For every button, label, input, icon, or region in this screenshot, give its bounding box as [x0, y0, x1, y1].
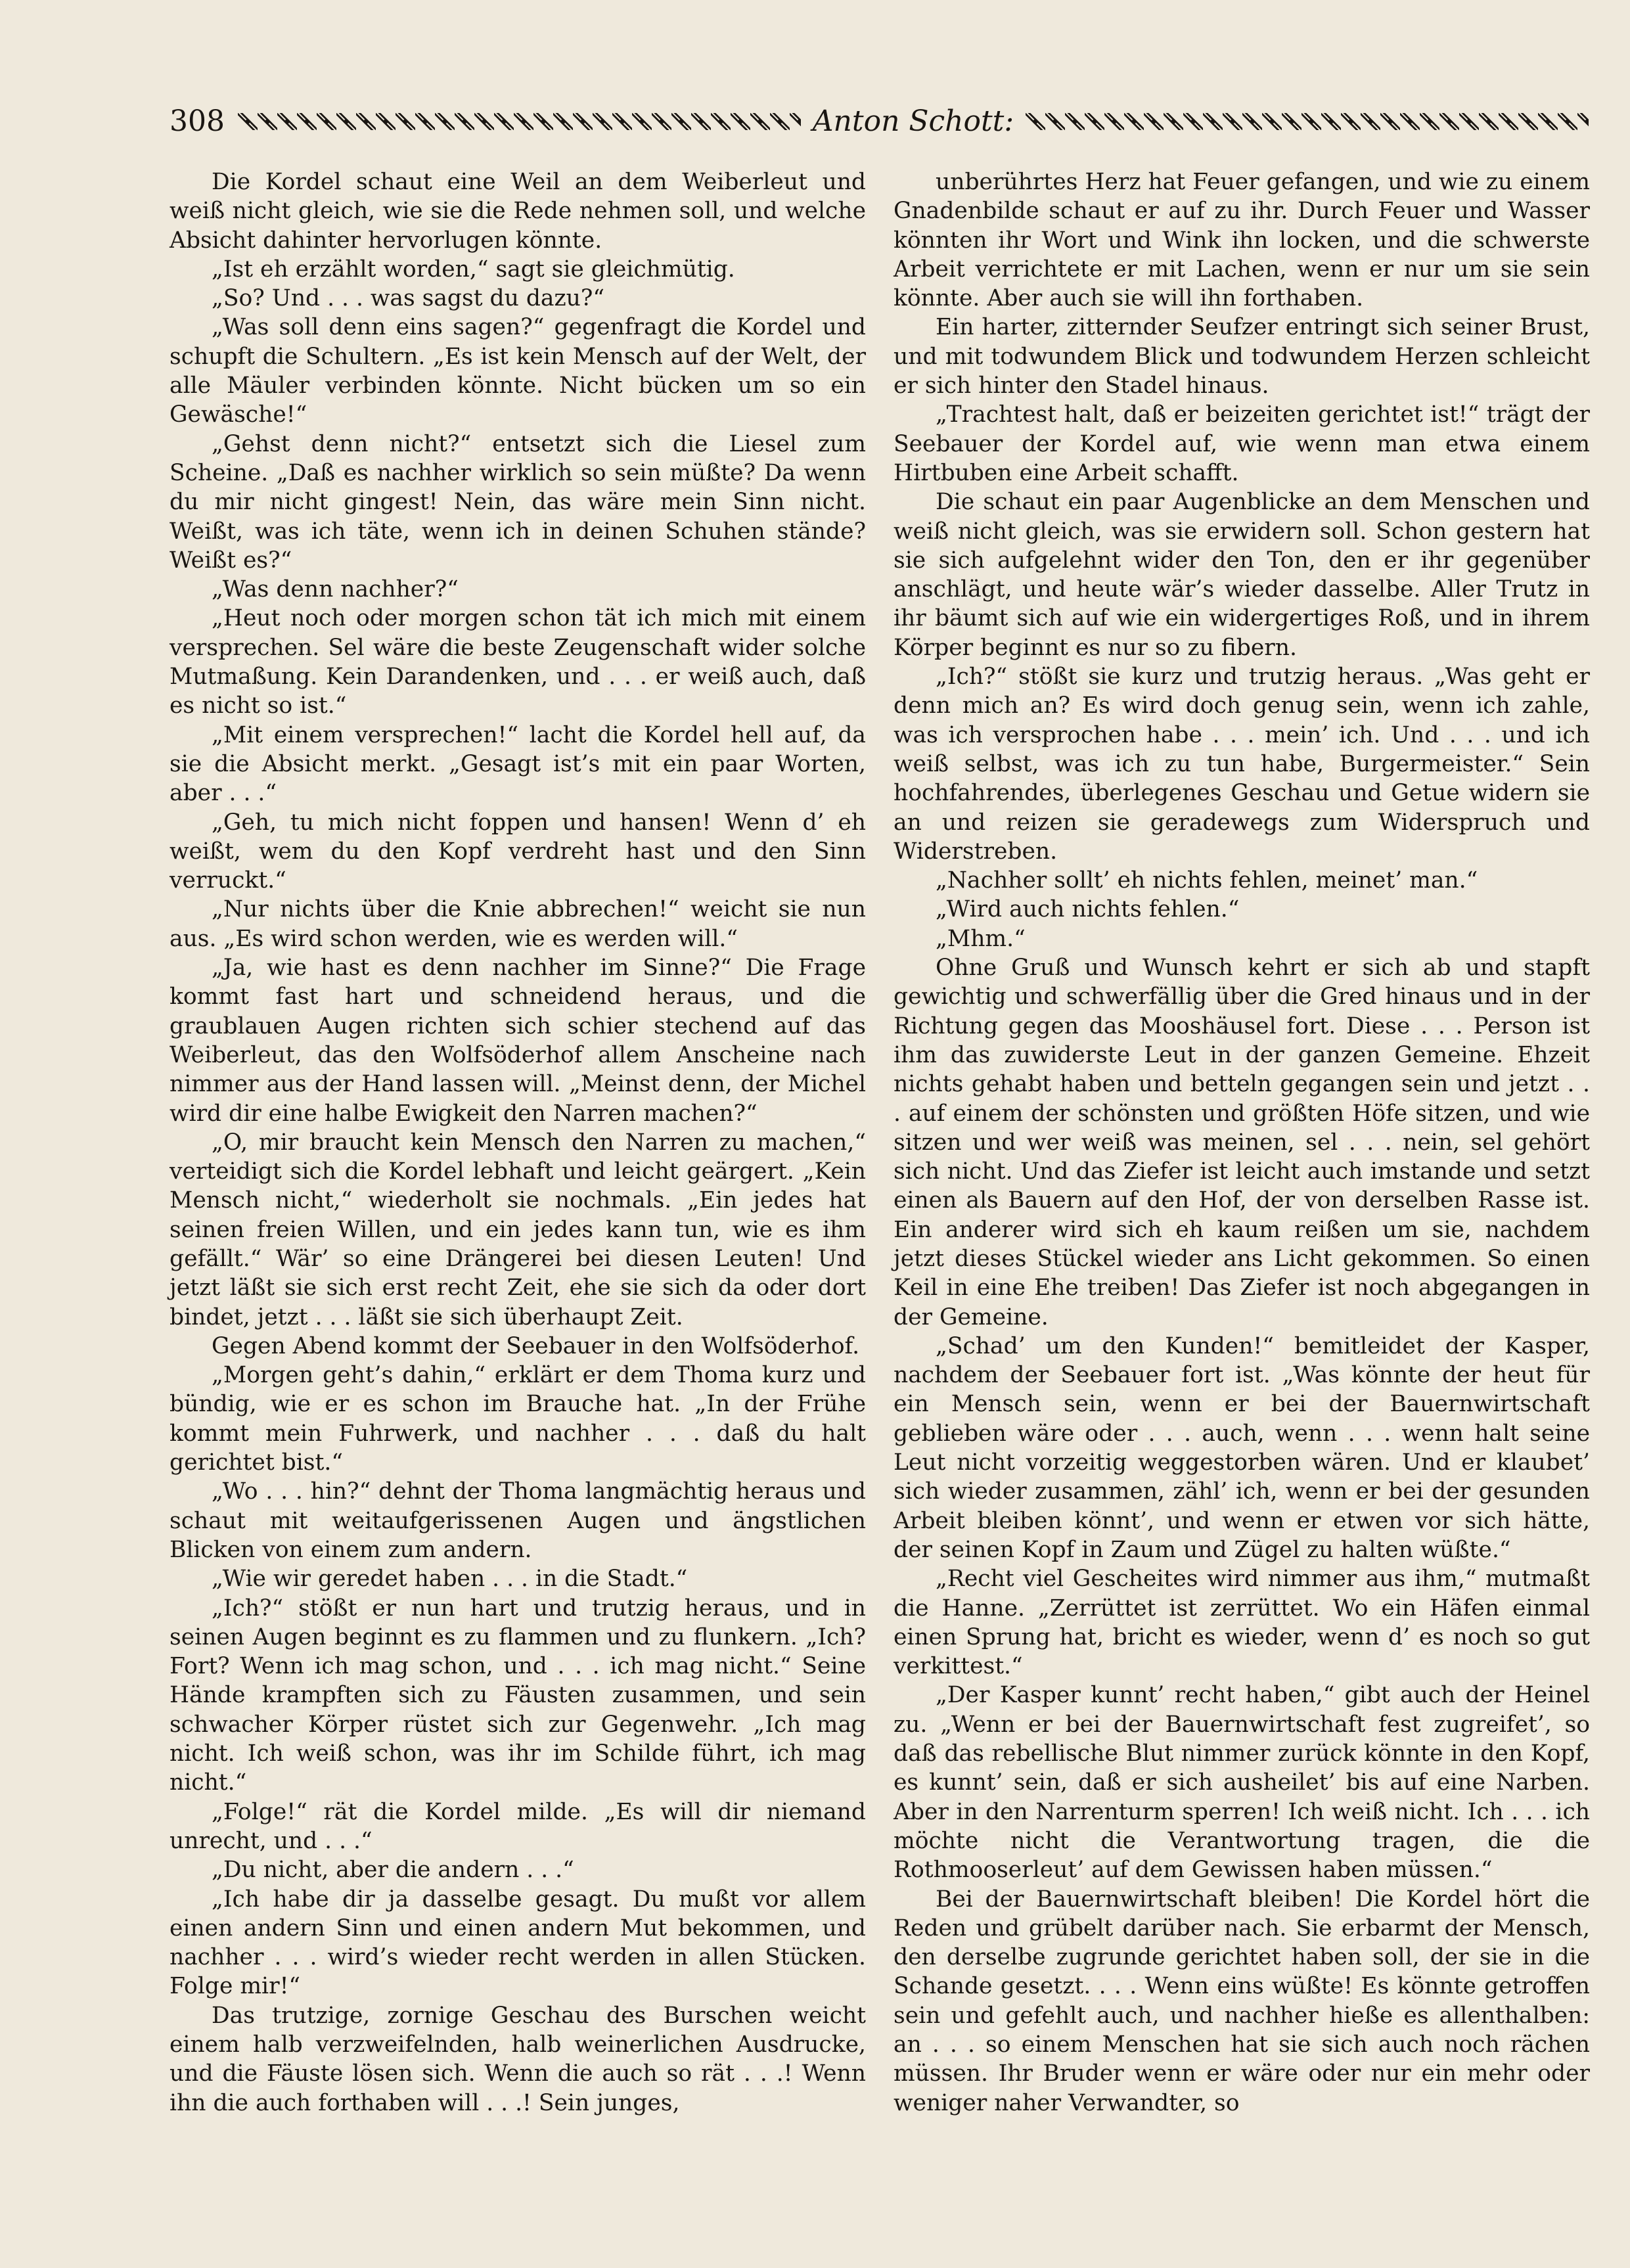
paragraph: „So? Und . . . was sagst du dazu?“ [212, 285, 605, 312]
paragraph: „Ich?“ stößt er nun hart und trutzig heraus, und in seinen Augen beginnt es zu flammen und zu flunkern. „Ich? Fort? Wenn ich mag schon, und . . . ich mag nicht.“ Seine Hände krampften sich zu Fäusten zusammen, und sein schwacher Körper rüstet sich zur Gegenwehr. „Ich mag nicht. Ich weiß schon, was ihr im Schilde führt, ich mag nicht.“ [170, 1595, 866, 1796]
paragraph: „Recht viel Gescheites wird nimmer aus ihm,“ mutmaßt die Hanne. „Zerrüttet ist zerrüttet. Wo ein Häfen einmal einen Sprung hat, bricht es wieder, wenn d’ es noch so gut verkittest.“ [894, 1566, 1590, 1680]
paragraph: „Mhm.“ [936, 925, 1026, 952]
paragraph: „Ich habe dir ja dasselbe gesagt. Du mußt vor allem einen andern Sinn und einen andern Mut bekommen, und nachher . . . wird’s wieder recht werden in allen Stücken. Folge mir!“ [170, 1886, 866, 2000]
paragraph: „Folge!“ rät die Kordel milde. „Es will dir niemand unrecht, und . . .“ [170, 1798, 866, 1854]
paragraph: Ohne Gruß und Wunsch kehrt er sich ab und stapft gewichtig und schwerfällig über die Gred hinaus und in der Richtung gegen das Mooshäusel fort. Diese . . . Person ist ihm das zuwiderste Leut in der ganzen Gemeine. Ehzeit nichts gehabt haben und betteln gegangen sein und jetzt . . . auf einem der schönsten und größten Höfe sitzen, und wie sitzen und wer weiß was meinen, sel . . . nein, sel gehört sich nicht. Und das Ziefer ist leicht auch imstande und setzt einen als Bauern auf den Hof, der von derselben Rasse ist. Ein anderer wird sich eh kaum reißen um sie, nachdem jetzt dieses Stückel wieder ans Licht gekommen. So einen Keil in eine Ehe treiben! Das Ziefer ist noch abgegangen in der Gemeine. [894, 955, 1590, 1330]
text-column-left [170, 168, 866, 2118]
paragraph: „Heut noch oder morgen schon tät ich mich mit einem versprechen. Sel wäre die beste Zeugenschaft wider solche Mutmaßung. Kein Darandenken, und . . . er weiß auch, daß es nicht so ist.“ [170, 605, 866, 719]
running-title: Anton Schott: [812, 104, 1014, 138]
page-number: 308 [170, 104, 225, 138]
paragraph: „Morgen geht’s dahin,“ erklärt er dem Thoma kurz und bündig, wie er es schon im Brauche hat. „In der Frühe kommt mein Fuhrwerk, und nachher . . . daß du halt gerichtet bist.“ [170, 1362, 866, 1476]
paragraph: „Geh, tu mich nicht foppen und hansen! Wenn d’ eh weißt, wem du den Kopf verdreht hast und den Sinn verruckt.“ [170, 809, 866, 894]
text-column-right [894, 168, 1590, 2118]
paragraph: unberührtes Herz hat Feuer gefangen, und wie zu einem Gnadenbilde schaut er auf zu ihr. Durch Feuer und Wasser könnten ihr Wort und Wink ihn locken, und die schwerste Arbeit verrichtete er mit Lachen, wenn er nur um sie sein könnte. Aber auch sie will ihn forthaben. [894, 169, 1590, 312]
paragraph: „Gehst denn nicht?“ entsetzt sich die Liesel zum Scheine. „Daß es nachher wirklich so sein müßte? Da wenn du mir nicht gingest! Nein, das wäre mein Sinn nicht. Weißt, was ich täte, wenn ich in deinen Schuhen stände? Weißt es?“ [170, 430, 866, 574]
paragraph: Bei der Bauernwirtschaft bleiben! Die Kordel hört die Reden und grübelt darüber nach. Sie erbarmt der Mensch, den derselbe zugrunde gerichtet haben soll, der sie in die Schande gesetzt. . . . Wenn eins wüßte! Es könnte getroffen sein und gefehlt auch, und nachher hieße es allenthalben: an . . . so einem Menschen hat sie sich auch noch rächen müssen. Ihr Bruder wenn er wäre oder nur ein mehr oder weniger naher Verwandter, so [894, 1886, 1590, 2116]
paragraph: „Der Kasper kunnt’ recht haben,“ gibt auch der Heinel zu. „Wenn er bei der Bauernwirtschaft fest zugreifet’, so daß das rebellische Blut nimmer zurück könnte in den Kopf, es kunnt’ sein, daß er sich ausheilet’ bis auf eine Narben. Aber in den Narrenturm sperren! Ich weiß nicht. Ich . . . ich möchte nicht die Verantwortung tragen, die die Rothmooserleut’ auf dem Gewissen haben müssen.“ [894, 1682, 1590, 1884]
paragraph: „Ja, wie hast es denn nachher im Sinne?“ Die Frage kommt fast hart und schneidend heraus, und die graublauen Augen richten sich schier stechend auf das Weiberleut, das den Wolfsöderhof allem Anscheine nach nimmer aus der Hand lassen will. „Meinst denn, der Michel wird dir eine halbe Ewigkeit den Narren machen?“ [170, 955, 866, 1127]
paragraph: Das trutzige, zornige Geschau des Burschen weicht einem halb verzweifelnden, halb weinerlichen Ausdrucke, und die Fäuste lösen sich. Wenn die auch so rät . . .! Wenn ihn die auch forthaben will . . .! Sein junges, [170, 2002, 866, 2116]
paragraph: Ein harter, zitternder Seufzer entringt sich seiner Brust, und mit todwundem Blick und todwundem Herzen schleicht er sich hinter den Stadel hinaus. [894, 314, 1590, 399]
paragraph: Gegen Abend kommt der Seebauer in den Wolfsöderhof. [212, 1332, 860, 1359]
paragraph: „Wie wir geredet haben . . . in die Stadt.“ [212, 1566, 688, 1593]
paragraph: „Ist eh erzählt worden,“ sagt sie gleichmütig. [212, 256, 735, 283]
paragraph: „Was denn nachher?“ [212, 576, 459, 603]
paragraph: „Ich?“ stößt sie kurz und trutzig heraus. „Was geht er denn mich an? Es wird doch genug sein, wenn ich zahle, was ich versprochen habe . . . mein’ ich. Und . . . und ich weiß selbst, was ich zu tun habe, Burgermeister.“ Sein hochfahrendes, überlegenes Geschau und Getue widern sie an und reizen sie geradewegs zum Widerspruch und Widerstreben. [894, 664, 1590, 865]
ornament-rule-left [238, 113, 801, 130]
paragraph: „Wo . . . hin?“ dehnt der Thoma langmächtig heraus und schaut mit weitaufgerissenen Augen und ängstlichen Blicken von einem zum andern. [170, 1478, 866, 1563]
paragraph: „Mit einem versprechen!“ lacht die Kordel hell auf, da sie die Absicht merkt. „Gesagt ist’s mit ein paar Worten, aber . . .“ [170, 721, 866, 807]
running-header [170, 99, 1589, 145]
paragraph: „Schad’ um den Kunden!“ bemitleidet der Kasper, nachdem der Seebauer fort ist. „Was könnte der heut für ein Mensch sein, wenn er bei der Bauernwirtschaft geblieben wäre oder . . . auch, wenn . . . wenn halt seine Leut nicht vorzeitig weggestorben wären. Und er klaubet’ sich wieder zusammen, zähl’ ich, wenn er bei der gesunden Arbeit bleiben könnt’, und wenn er etwen vor sich hätte, der seinen Kopf in Zaum und Zügel zu halten wüßte.“ [894, 1332, 1590, 1563]
paragraph: Die Kordel schaut eine Weil an dem Weiberleut und weiß nicht gleich, wie sie die Rede nehmen soll, und welche Absicht dahinter hervorlugen könnte. [170, 169, 866, 254]
paragraph: „Was soll denn eins sagen?“ gegenfragt die Kordel und schupft die Schultern. „Es ist kein Mensch auf der Welt, der alle Mäuler verbinden könnte. Nicht bücken um so ein Gewäsche!“ [170, 314, 866, 428]
paragraph: „Du nicht, aber die andern . . .“ [212, 1857, 574, 1884]
paragraph: „Trachtest halt, daß er beizeiten gerichtet ist!“ trägt der Seebauer der Kordel auf, wie wenn man etwa einem Hirtbuben eine Arbeit schafft. [894, 401, 1590, 486]
paragraph: Die schaut ein paar Augenblicke an dem Menschen und weiß nicht gleich, was sie erwidern soll. Schon gestern hat sie sich aufgelehnt wider den Ton, den er ihr gegenüber anschlägt, und heute wär’s wieder dasselbe. Aller Trutz in ihr bäumt sich auf wie ein widergertiges Roß, und in ihrem Körper beginnt es nur so zu fibern. [894, 489, 1590, 661]
paragraph: „O, mir braucht kein Mensch den Narren zu machen,“ verteidigt sich die Kordel lebhaft und leicht geärgert. „Kein Mensch nicht,“ wiederholt sie nochmals. „Ein jedes hat seinen freien Willen, und ein jedes kann tun, wie es ihm gefällt.“ Wär’ so eine Drängerei bei diesen Leuten! Und jetzt läßt sie sich erst recht Zeit, ehe sie sich da oder dort bindet, jetzt . . . läßt sie sich überhaupt Zeit. [170, 1129, 866, 1330]
paragraph: „Nur nichts über die Knie abbrechen!“ weicht sie nun aus. „Es wird schon werden, wie es werden will.“ [170, 896, 866, 952]
paragraph: „Nachher sollt’ eh nichts fehlen, meinet’ man.“ [936, 867, 1478, 894]
ornament-rule-right [1026, 113, 1589, 130]
paragraph: „Wird auch nichts fehlen.“ [936, 896, 1240, 923]
